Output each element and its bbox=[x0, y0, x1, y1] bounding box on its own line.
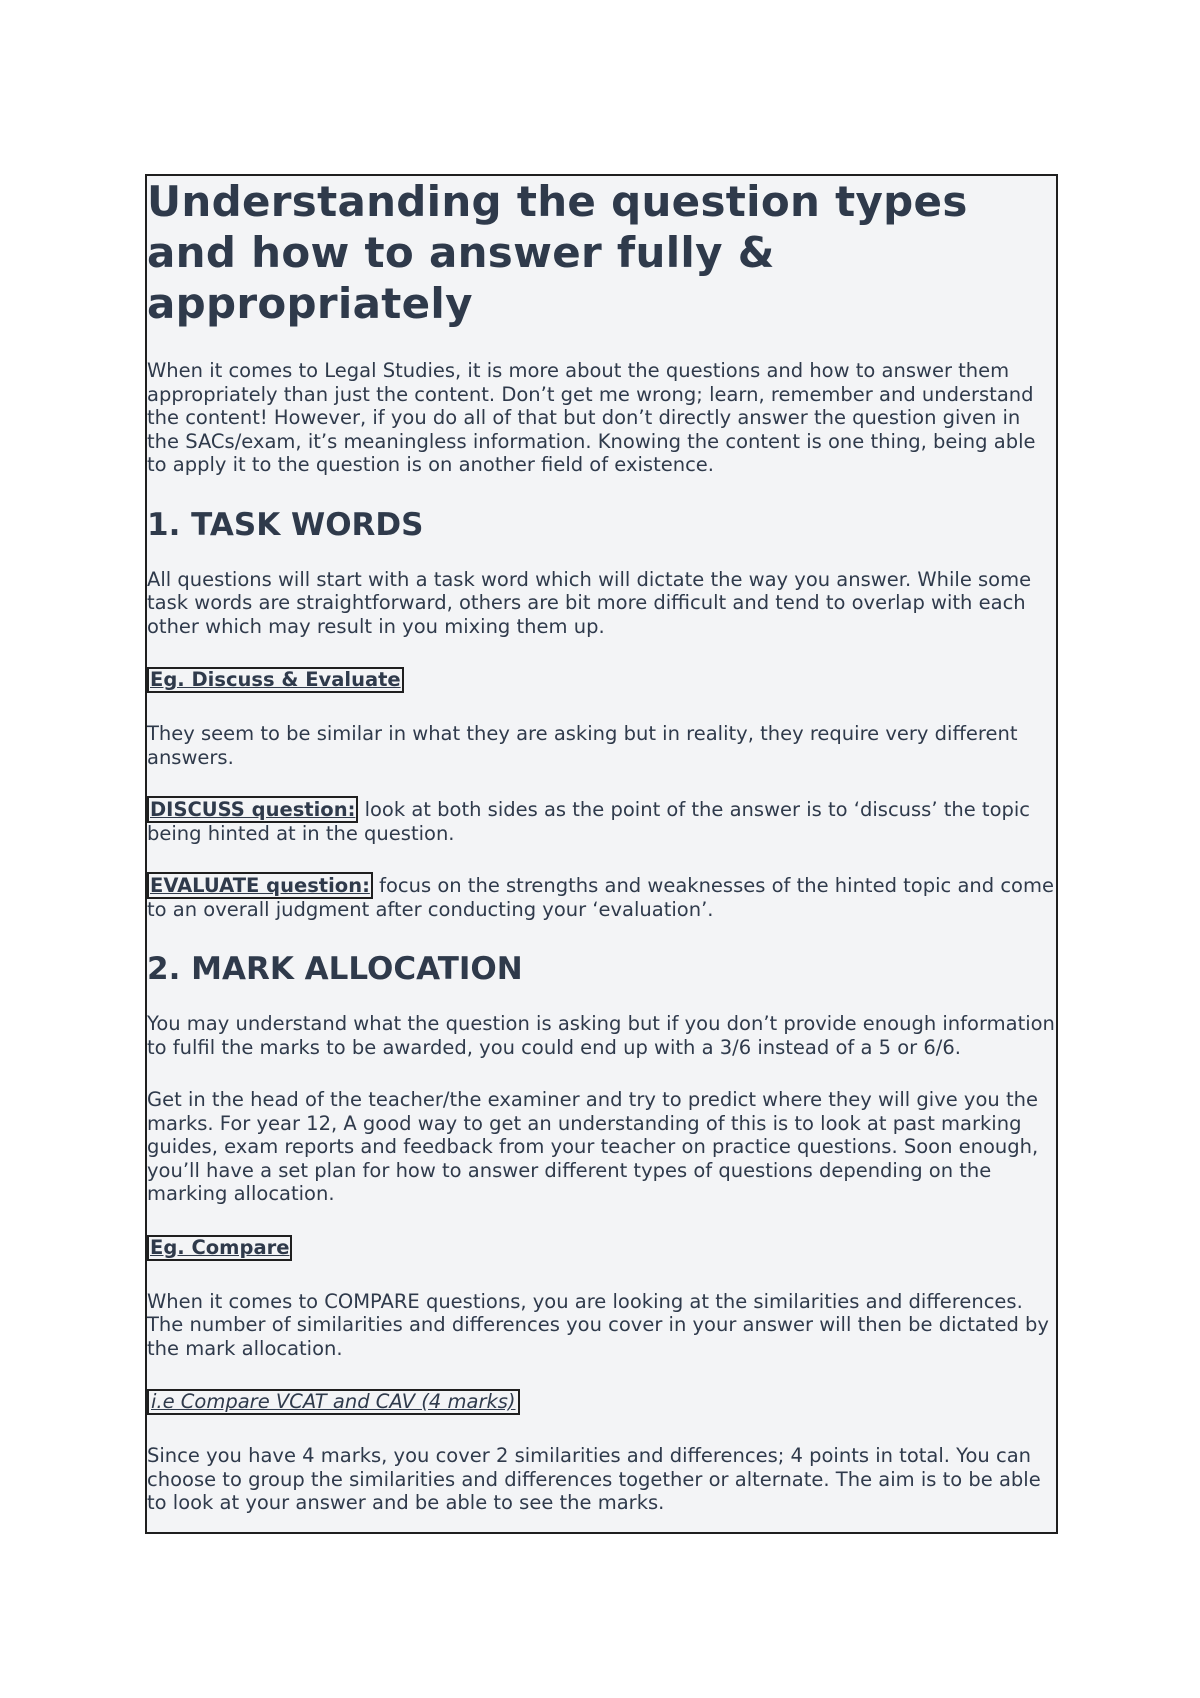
document-frame bbox=[145, 174, 1058, 1534]
example-question-label: i.e Compare VCAT and CAV (4 marks) bbox=[147, 1389, 520, 1415]
marks-paragraph: Since you have 4 marks, you cover 2 similarities and differences; 4 points in total. You can choose to group the similarities and differences together or alternate. The aim is to be able to look at your answer and be able to see the marks. bbox=[147, 1444, 1041, 1514]
discuss-label: DISCUSS question: bbox=[147, 796, 358, 823]
example-question bbox=[147, 1389, 1056, 1415]
evaluate-text: focus on the strengths and weaknesses of the hinted topic and come to an overall judgment after conducting your ‘evaluation’. bbox=[147, 874, 1054, 921]
example-compare bbox=[147, 1235, 1056, 1261]
similar-answers-paragraph: They seem to be similar in what they are asking but in reality, they require very different answers. bbox=[147, 722, 1018, 769]
intro-paragraph: When it comes to Legal Studies, it is more about the questions and how to answer them appropriately than just the content. Don’t get me wrong; learn, remember and understand the content! However, if you do all of that but don’t directly answer the question given in the SACs/exam, it’s meaningless information. Knowing the content is one thing, being able to apply it to the question is on another field of existence. bbox=[147, 359, 1036, 476]
discuss-paragraph bbox=[147, 798, 1056, 845]
compare-paragraph: When it comes to COMPARE questions, you are looking at the similarities and differences. The number of similarities and differences you cover in your answer will then be dictated by the mark allocation. bbox=[147, 1289, 1049, 1360]
section-heading-mark-allocation: 2. MARK ALLOCATION bbox=[147, 951, 523, 987]
discuss-text: look at both sides as the point of the answer is to ‘discuss’ the topic being hinted at in the question. bbox=[147, 798, 1031, 845]
section-heading-task-words: 1. TASK WORDS bbox=[147, 506, 424, 543]
page-title: Understanding the question types and how to answer fully & appropriately bbox=[147, 177, 968, 328]
task-words-paragraph: All questions will start with a task word which will dictate the way you answer. While some task words are straightforward, others are bit more difficult and tend to overlap with each other which may result in you mixing them up. bbox=[147, 567, 1032, 638]
evaluate-label: EVALUATE question: bbox=[147, 872, 373, 899]
example-discuss-evaluate bbox=[147, 667, 1056, 693]
document-content bbox=[147, 176, 1056, 1515]
examiner-paragraph: Get in the head of the teacher/the examiner and try to predict where they will give you the marks. For year 12, A good way to get an understanding of this is to look at past marking guides, exam reports and feedback from your teacher on practice questions. Soon enough, you’ll have a set plan for how to answer different types of questions depending on the marking allocation. bbox=[147, 1088, 1039, 1205]
compare-label: Eg. Compare bbox=[147, 1235, 292, 1261]
mark-allocation-paragraph: You may understand what the question is asking but if you don’t provide enough information to fulfil the marks to be awarded, you could end up with a 3/6 instead of a 5 or 6/6. bbox=[147, 1012, 1055, 1059]
evaluate-paragraph bbox=[147, 874, 1056, 921]
example-label: Eg. Discuss & Evaluate bbox=[147, 667, 404, 693]
